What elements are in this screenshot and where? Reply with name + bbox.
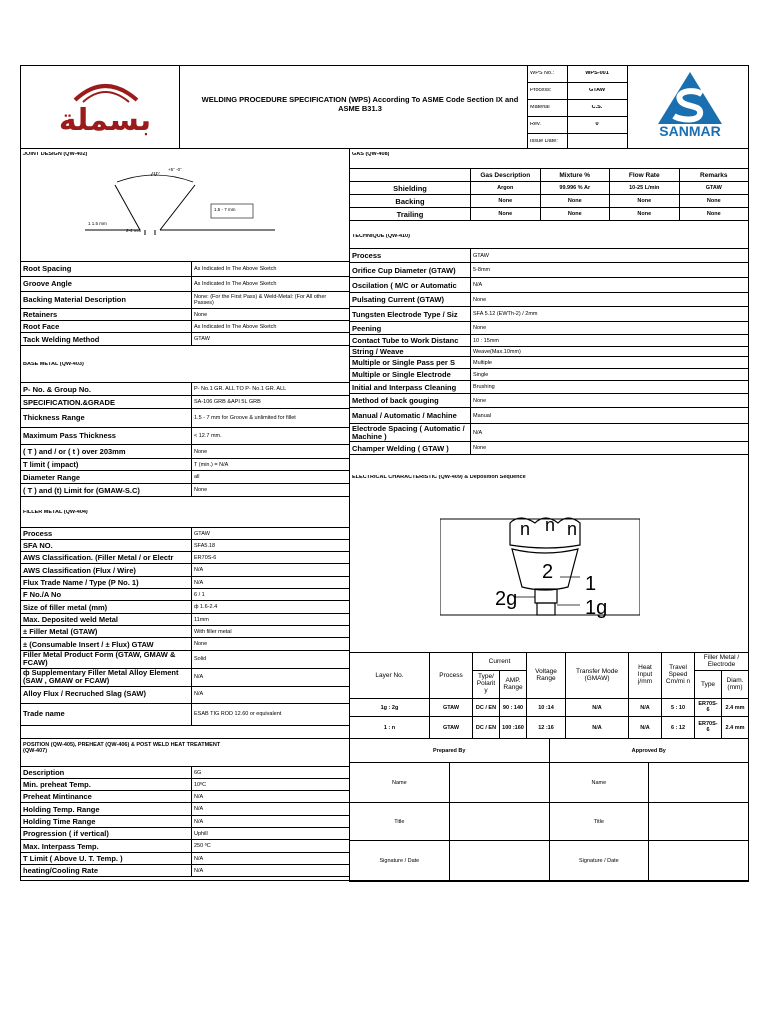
row-value: 1.5 - 7 mm for Groove & unlimited for fillet <box>192 409 350 428</box>
technique-value: None <box>471 394 749 408</box>
technique-label: Champer Welding ( GTAW ) <box>350 442 471 455</box>
row-value: None <box>192 309 350 321</box>
row-value: None <box>192 638 350 651</box>
row-label: Max. Interpass Temp. <box>21 840 192 853</box>
gas-cell: None <box>540 208 610 221</box>
row-value: 250 ºC <box>192 840 350 853</box>
signature-table <box>349 738 749 882</box>
gas-header-cell: Mixture % <box>540 169 610 182</box>
row-value: As Indicated In The Above Sketch <box>192 277 350 292</box>
header-current: Current <box>473 653 527 671</box>
row-value: 10ºC <box>192 779 350 791</box>
technique-value: 10 : 15mm <box>471 335 749 347</box>
technique-label: Pulsating Current (GTAW) <box>350 293 471 307</box>
gas-header-row <box>350 169 749 182</box>
electrical-cell-voltage: 12 :16 <box>527 717 566 739</box>
table-row <box>21 564 350 577</box>
header-diameter: Diam. (mm) <box>722 671 749 699</box>
row-value: ESAB TIG ROD 12.60 or equivalent <box>192 703 350 725</box>
row-label: Progression ( if vertical) <box>21 828 192 840</box>
table-row <box>21 828 350 840</box>
technique-row <box>350 381 749 394</box>
gas-cell: 99.996 % Ar <box>540 182 610 195</box>
table-row <box>21 409 350 428</box>
row-label: Flux Trade Name / Type (P No. 1) <box>21 577 192 589</box>
header-vline <box>627 65 628 149</box>
table-row <box>21 803 350 816</box>
row-label: AWS Classification (Flux / Wire) <box>21 564 192 577</box>
technique-row <box>350 442 749 455</box>
technique-value: Manual <box>471 408 749 424</box>
technique-value: SFA 5.12 (EWTh-2) / 2mm <box>471 307 749 322</box>
sketch-2: 2 <box>542 562 554 582</box>
approved-signature-field[interactable] <box>649 841 749 882</box>
prepared-name-label: Name <box>350 763 450 803</box>
row-label: Alloy Flux / Recruched Slag (SAW) <box>21 686 192 703</box>
row-value: N/A <box>192 853 350 865</box>
gas-title: GAS (QW-408) <box>352 152 390 157</box>
gas-row <box>350 208 749 221</box>
row-label: T Limit ( Above U. T. Temp. ) <box>21 853 192 865</box>
approved-signature-label: Signature / Date <box>549 841 649 882</box>
sketch-1g: 1g <box>585 598 608 618</box>
sketch-land: 1.5 - 7 mm <box>214 208 236 212</box>
gas-cell: 10-25 L/min <box>610 182 680 195</box>
filler-metal-title: FILLER METAL (QW-404) <box>23 510 88 515</box>
technique-row <box>350 424 749 442</box>
header-layer: Layer No. <box>350 653 430 699</box>
row-value: SFA5.18 <box>192 540 350 552</box>
row-label: P- No. & Group No. <box>21 383 192 396</box>
row-value: N/A <box>192 791 350 803</box>
row-label: heating/Cooling Rate <box>21 865 192 877</box>
row-value: GTAW <box>192 528 350 540</box>
table-row <box>21 779 350 791</box>
electrical-cell-layer: 1 : n <box>350 717 430 739</box>
row-value: GTAW <box>192 333 350 346</box>
header-field-value: 0 <box>595 122 599 127</box>
row-label: Size of filler metal (mm) <box>21 601 192 614</box>
table-row <box>21 651 350 669</box>
table-row <box>21 309 350 321</box>
row-value: < 12.7 mm. <box>192 428 350 445</box>
gas-cell: None <box>679 208 749 221</box>
header-vline <box>179 65 180 149</box>
filler-metal-table <box>20 527 350 726</box>
table-row <box>21 668 350 686</box>
row-label: ( T ) and (t) Limit for (GMAW-S.C) <box>21 484 192 497</box>
row-label: ± Filler Metal (GTAW) <box>21 626 192 638</box>
approved-name-field[interactable] <box>649 763 749 803</box>
header-field-value: WPS-001 <box>585 71 609 76</box>
row-value: P- No.1 GR. ALL TO P- No.1 GR. ALL <box>192 383 350 396</box>
header-field-label: Issue Date: <box>530 139 558 144</box>
document-title: WELDING PROCEDURE SPECIFICATION (WPS) According To ASME Code Section IX and ASME B31.3 <box>201 95 519 113</box>
header-field-divider <box>527 133 627 134</box>
row-label: Thickness Range <box>21 409 192 428</box>
table-row <box>21 262 350 277</box>
electrical-cell-ftype: ER70S- 6 <box>695 717 722 739</box>
gas-table <box>349 168 749 221</box>
row-label: Retainers <box>21 309 192 321</box>
header-field-label: Process: <box>530 88 552 93</box>
technique-row <box>350 249 749 263</box>
technique-row <box>350 263 749 278</box>
technique-label: String / Weave <box>350 347 471 357</box>
technique-title: TECHNIQUE (QW-410) <box>352 234 410 239</box>
joint-design-table <box>20 261 350 346</box>
row-value: None <box>192 484 350 497</box>
company-logo <box>55 70 155 145</box>
row-label: Root Spacing <box>21 262 192 277</box>
prepared-signature-label: Signature / Date <box>350 841 450 882</box>
header-field-label: Material <box>530 105 550 110</box>
technique-value: Single <box>471 369 749 381</box>
approved-by-label: Approved By <box>549 739 749 763</box>
deposition-sketch <box>440 505 640 645</box>
row-label: T limit ( impact) <box>21 459 192 471</box>
electrical-cell-speed: 5 : 10 <box>662 699 695 717</box>
row-label: Holding Temp. Range <box>21 803 192 816</box>
table-row <box>21 471 350 484</box>
gas-header-cell: Gas Description <box>471 169 541 182</box>
electrical-cell-layer: 1g : 2g <box>350 699 430 717</box>
base-metal-table <box>20 382 350 497</box>
header-field-value: GTAW <box>588 88 606 93</box>
table-row <box>21 277 350 292</box>
table-row <box>21 686 350 703</box>
row-label: ф Supplementary Filler Metal Alloy Element (SAW , GMAW or FCAW) <box>21 668 192 686</box>
row-label: Trade name <box>21 703 192 725</box>
technique-value: Weave(Max.10mm) <box>471 347 749 357</box>
row-value: None: (For the First Pass) & Weld-Metal: (For All other Passes) <box>192 292 350 309</box>
sketch-1: 1 <box>585 574 597 594</box>
row-label: ± (Consumable Insert / ± Flux) GTAW <box>21 638 192 651</box>
table-row <box>21 428 350 445</box>
technique-label: Process <box>350 249 471 263</box>
table-row <box>21 540 350 552</box>
approved-name-label: Name <box>549 763 649 803</box>
table-row <box>21 321 350 333</box>
header-field-label: Rev. <box>530 122 541 127</box>
sketch-2g: 2g <box>495 589 518 609</box>
technique-value: None <box>471 322 749 335</box>
header-type-polarity: Type/ Polarit y <box>473 671 500 699</box>
table-row <box>21 383 350 396</box>
gas-row <box>350 195 749 208</box>
electrical-cell-ftype: ER70S- 6 <box>695 699 722 717</box>
table-row <box>21 484 350 497</box>
electrical-cell-voltage: 10 :14 <box>527 699 566 717</box>
table-row <box>21 626 350 638</box>
logo-text: بسملة <box>58 104 152 137</box>
technique-value: Multiple <box>471 357 749 369</box>
table-row <box>21 816 350 828</box>
technique-row <box>350 322 749 335</box>
header-speed: Travel Speed Cm/mi n <box>662 653 695 699</box>
technique-label: Initial and Interpass Cleaning <box>350 381 471 394</box>
technique-row <box>350 347 749 357</box>
sketch-face: 1 1.5 mm <box>88 222 107 226</box>
electrical-cell-process: GTAW <box>430 699 473 717</box>
row-value: N/A <box>192 686 350 703</box>
row-value: N/A <box>192 803 350 816</box>
position-table <box>20 766 350 877</box>
row-value: all <box>192 471 350 484</box>
technique-row <box>350 307 749 322</box>
technique-row <box>350 278 749 293</box>
gas-row-label: Backing <box>350 195 471 208</box>
row-label: Min. preheat Temp. <box>21 779 192 791</box>
technique-row <box>350 335 749 347</box>
header-field-value: C.S. <box>591 105 603 110</box>
header-vline <box>527 65 528 149</box>
technique-value: N/A <box>471 424 749 442</box>
technique-label: Manual / Automatic / Machine <box>350 408 471 424</box>
row-value: As Indicated In The Above Sketch <box>192 262 350 277</box>
sketch-n2: n <box>545 516 556 534</box>
prepared-title-field[interactable] <box>449 803 549 841</box>
header-field-divider <box>527 82 627 83</box>
table-row <box>21 292 350 309</box>
prepared-name-field[interactable] <box>449 763 549 803</box>
row-label: F No./A No <box>21 589 192 601</box>
header-amp-range: AMP. Range <box>500 671 527 699</box>
header-divider <box>20 148 749 149</box>
row-value: ф 1.6-2.4 <box>192 601 350 614</box>
electrical-cell-amp: 90 : 140 <box>500 699 527 717</box>
row-value: T (min.) = N/A <box>192 459 350 471</box>
table-row <box>21 552 350 564</box>
technique-row <box>350 394 749 408</box>
row-label: Backing Material Description <box>21 292 192 309</box>
table-row <box>21 577 350 589</box>
gas-cell: None <box>610 208 680 221</box>
row-label: SFA NO. <box>21 540 192 552</box>
row-value: N/A <box>192 564 350 577</box>
gas-row <box>350 182 749 195</box>
table-row <box>21 528 350 540</box>
row-label: ( T ) and / or ( t ) over 203mm <box>21 445 192 459</box>
technique-label: Electrode Spacing ( Automatic / Machine ) <box>350 424 471 442</box>
row-value: SA-106 GRB &API 5L GRB <box>192 396 350 409</box>
technique-label: Tungsten Electrode Type / Siz <box>350 307 471 322</box>
header-field-divider <box>527 99 627 100</box>
row-value: As Indicated In The Above Sketch <box>192 321 350 333</box>
electrical-cell-type: DC / EN <box>473 699 500 717</box>
electrical-cell-transfer: N/A <box>566 699 629 717</box>
electrical-header-row <box>350 653 749 671</box>
row-value: N/A <box>192 816 350 828</box>
row-label: Description <box>21 767 192 779</box>
row-value: N/A <box>192 577 350 589</box>
electrical-cell-amp: 100 :160 <box>500 717 527 739</box>
table-row <box>21 703 350 725</box>
row-value: N/A <box>192 668 350 686</box>
row-value: Solid <box>192 651 350 669</box>
base-metal-title: BASE METAL (QW-403) <box>23 362 84 367</box>
technique-row <box>350 408 749 424</box>
row-label: SPECIFICATION.&GRADE <box>21 396 192 409</box>
gas-header-cell: Remarks <box>679 169 749 182</box>
joint-design-title: JOINT DESIGN (QW-402) <box>23 152 88 157</box>
approved-title-label: Title <box>549 803 649 841</box>
row-label: Groove Angle <box>21 277 192 292</box>
row-label: Max. Deposited weld Metal <box>21 614 192 626</box>
gas-cell: None <box>471 208 541 221</box>
header-field-divider <box>527 116 627 117</box>
technique-row <box>350 357 749 369</box>
approved-title-field[interactable] <box>649 803 749 841</box>
table-row <box>21 865 350 877</box>
table-row <box>21 840 350 853</box>
gas-row-label: Trailing <box>350 208 471 221</box>
sketch-angle: 70° <box>150 172 160 178</box>
electrical-cell-diam: 2.4 mm <box>722 699 749 717</box>
technique-label: Contact Tube to Work Distanc <box>350 335 471 347</box>
electrical-table <box>349 652 749 739</box>
sanmar-logo <box>642 70 738 140</box>
table-row <box>21 791 350 803</box>
prepared-title-label: Title <box>350 803 450 841</box>
joint-sketch <box>85 160 275 245</box>
header-process: Process <box>430 653 473 699</box>
position-title: POSITION (QW-405), PREHEAT (QW-406) & POST WELD HEAT TREATMENT (QW-407) <box>23 742 221 755</box>
row-value: None <box>192 445 350 459</box>
gas-cell: Argon <box>471 182 541 195</box>
technique-label: Multiple or Single Electrode <box>350 369 471 381</box>
electrical-cell-process: GTAW <box>430 717 473 739</box>
electrical-cell-heat: N/A <box>629 699 662 717</box>
technique-table <box>349 248 749 455</box>
header-transfer: Transfer Mode (GMAW) <box>566 653 629 699</box>
table-row <box>21 459 350 471</box>
row-value: N/A <box>192 865 350 877</box>
gas-cell: GTAW <box>679 182 749 195</box>
electrical-row <box>350 699 749 717</box>
gas-header-blank <box>350 169 471 182</box>
electrical-cell-speed: 6 : 12 <box>662 717 695 739</box>
row-label: Tack Welding Method <box>21 333 192 346</box>
sketch-gap: 2-4 mm <box>126 229 142 233</box>
header-filler-type: Type <box>695 671 722 699</box>
header-heat: Heat Input j/mm <box>629 653 662 699</box>
electrical-row <box>350 717 749 739</box>
header-field-label: WPS No.: <box>530 71 555 76</box>
header-filler: Filler Metal / Electrode <box>695 653 749 671</box>
technique-row <box>350 369 749 381</box>
electrical-cell-transfer: N/A <box>566 717 629 739</box>
sketch-n3: n <box>567 520 578 538</box>
table-row <box>21 853 350 865</box>
table-row <box>21 396 350 409</box>
row-label: Root Face <box>21 321 192 333</box>
row-value: 6G <box>192 767 350 779</box>
gas-cell: None <box>610 195 680 208</box>
technique-value: Brushing <box>471 381 749 394</box>
technique-value: 5-8mm <box>471 263 749 278</box>
technique-label: Multiple or Single Pass per S <box>350 357 471 369</box>
technique-value: None <box>471 293 749 307</box>
row-label: Diameter Range <box>21 471 192 484</box>
technique-value: None <box>471 442 749 455</box>
gas-header-cell: Flow Rate <box>610 169 680 182</box>
technique-value: GTAW <box>471 249 749 263</box>
table-row <box>21 614 350 626</box>
row-label: Holding Time Range <box>21 816 192 828</box>
technique-value: N/A <box>471 278 749 293</box>
row-label: AWS Classification. (Filler Metal / or Electr <box>21 552 192 564</box>
technique-label: Method of back gouging <box>350 394 471 408</box>
table-row <box>21 601 350 614</box>
gas-cell: None <box>679 195 749 208</box>
row-label: Filler Metal Product Form (GTAW, GMAW & FCAW) <box>21 651 192 669</box>
brand-name: SANMAR <box>659 124 721 138</box>
prepared-by-label: Prepared By <box>350 739 550 763</box>
sketch-n1: n <box>520 520 531 538</box>
row-value: Uphill <box>192 828 350 840</box>
table-row <box>21 589 350 601</box>
electrical-title: ELECTRICAL CHARACTERISTIC (QW-409) & Deposition Sequence <box>352 475 526 480</box>
table-row <box>21 767 350 779</box>
row-label: Process <box>21 528 192 540</box>
row-value: 11mm <box>192 614 350 626</box>
prepared-signature-field[interactable] <box>449 841 549 882</box>
table-row <box>21 638 350 651</box>
sketch-tolerance: +5° -0° <box>168 168 182 172</box>
electrical-cell-type: DC / EN <box>473 717 500 739</box>
gas-cell: None <box>540 195 610 208</box>
table-row <box>21 333 350 346</box>
row-label: Maximum Pass Thickness <box>21 428 192 445</box>
gas-cell: None <box>471 195 541 208</box>
technique-label: Orifice Cup Diameter (GTAW) <box>350 263 471 278</box>
header-voltage: Voltage Range <box>527 653 566 699</box>
row-value: 6 / 1 <box>192 589 350 601</box>
gas-row-label: Shielding <box>350 182 471 195</box>
row-label: Preheat Mintinance <box>21 791 192 803</box>
technique-label: Peening <box>350 322 471 335</box>
technique-row <box>350 293 749 307</box>
electrical-cell-heat: N/A <box>629 717 662 739</box>
technique-label: Oscilation ( M/C or Automatic <box>350 278 471 293</box>
table-row <box>21 445 350 459</box>
row-value: ER70S-6 <box>192 552 350 564</box>
row-value: With filler metal <box>192 626 350 638</box>
electrical-cell-diam: 2.4 mm <box>722 717 749 739</box>
